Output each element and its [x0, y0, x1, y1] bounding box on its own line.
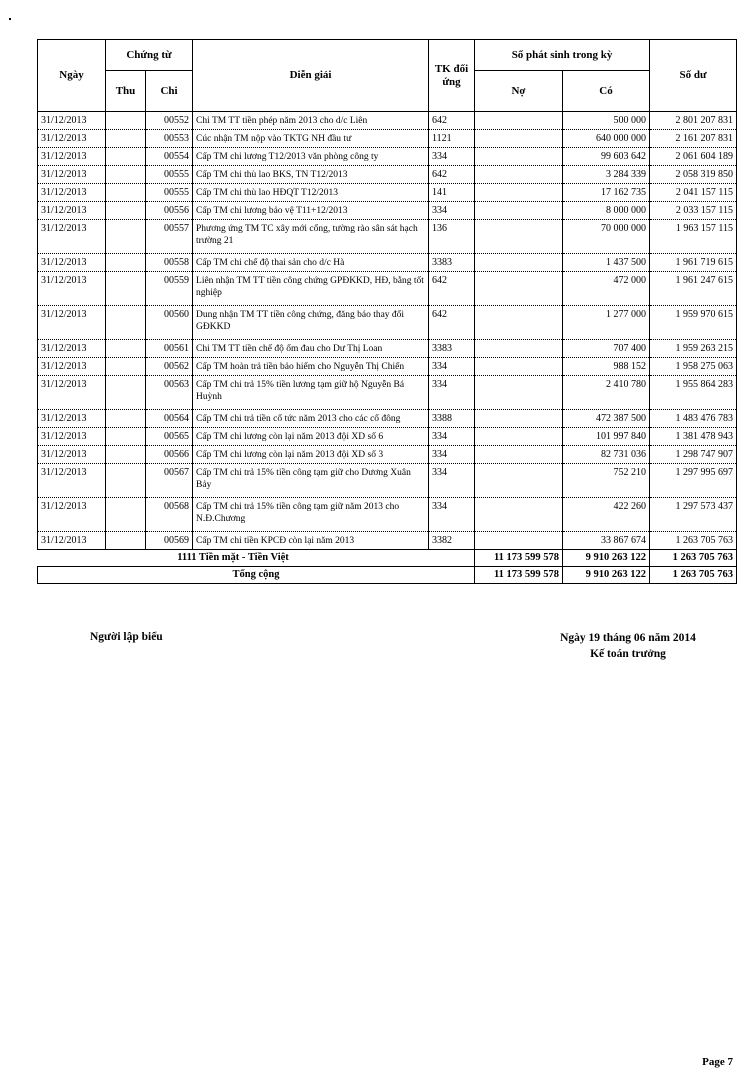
cell-receipt: [106, 130, 146, 148]
cell-payment: 00554: [146, 148, 193, 166]
cell-balance: 2 033 157 115: [650, 202, 737, 220]
subtotal-credit: 9 910 263 122: [563, 550, 650, 567]
cell-description: Cấp TM chi lương T12/2013 văn phòng công ty: [193, 148, 429, 166]
header-period-amounts: Số phát sinh trong kỳ: [475, 40, 650, 71]
total-label: Tổng cộng: [38, 567, 475, 584]
cell-debit: [475, 358, 563, 376]
cell-payment: 00556: [146, 202, 193, 220]
subtotal-row: [38, 550, 737, 567]
cell-description: Cấp TM chi thù lao BKS, TN T12/2013: [193, 166, 429, 184]
cell-receipt: [106, 376, 146, 410]
cell-debit: [475, 184, 563, 202]
cell-receipt: [106, 428, 146, 446]
cell-credit: 422 260: [563, 498, 650, 532]
cell-date: 31/12/2013: [38, 464, 106, 498]
cell-balance: 1 263 705 763: [650, 532, 737, 550]
cell-receipt: [106, 272, 146, 306]
cell-payment: 00562: [146, 358, 193, 376]
table-row: [38, 184, 737, 202]
cell-description: Cấp TM chi thù lao HĐQT T12/2013: [193, 184, 429, 202]
cell-receipt: [106, 148, 146, 166]
cell-account: 1121: [429, 130, 475, 148]
cell-payment: 00563: [146, 376, 193, 410]
cell-receipt: [106, 340, 146, 358]
cell-debit: [475, 376, 563, 410]
cell-balance: 2 161 207 831: [650, 130, 737, 148]
cell-receipt: [106, 166, 146, 184]
cell-date: 31/12/2013: [38, 340, 106, 358]
cell-credit: 752 210: [563, 464, 650, 498]
subtotal-balance: 1 263 705 763: [650, 550, 737, 567]
cell-debit: [475, 532, 563, 550]
cell-payment: 00555: [146, 184, 193, 202]
cell-credit: 707 400: [563, 340, 650, 358]
cell-receipt: [106, 498, 146, 532]
cell-description: Cấp TM chi lương bảo vệ T11+12/2013: [193, 202, 429, 220]
cell-balance: 1 963 157 115: [650, 220, 737, 254]
table-row: [38, 376, 737, 410]
cell-date: 31/12/2013: [38, 532, 106, 550]
table-row: [38, 254, 737, 272]
cell-balance: 2 061 604 189: [650, 148, 737, 166]
cell-payment: 00566: [146, 446, 193, 464]
cash-ledger-table: [37, 39, 737, 584]
cell-receipt: [106, 112, 146, 130]
cell-payment: 00565: [146, 428, 193, 446]
cell-balance: 2 041 157 115: [650, 184, 737, 202]
cell-receipt: [106, 254, 146, 272]
total-debit: 11 173 599 578: [475, 567, 563, 584]
table-row: [38, 446, 737, 464]
cell-description: Chi TM TT tiền phép năm 2013 cho d/c Liên: [193, 112, 429, 130]
cell-date: 31/12/2013: [38, 148, 106, 166]
cell-debit: [475, 410, 563, 428]
cell-debit: [475, 130, 563, 148]
cell-debit: [475, 272, 563, 306]
cell-balance: 1 959 970 615: [650, 306, 737, 340]
cell-credit: 2 410 780: [563, 376, 650, 410]
table-body: [38, 112, 737, 550]
cell-credit: 99 603 642: [563, 148, 650, 166]
cell-receipt: [106, 202, 146, 220]
cell-description: Cấp TM chi trả 15% tiền lương tạm giữ hộ Nguyễn Bá Huỳnh: [193, 376, 429, 410]
cell-account: 642: [429, 306, 475, 340]
cell-debit: [475, 148, 563, 166]
cell-credit: 82 731 036: [563, 446, 650, 464]
cell-payment: 00558: [146, 254, 193, 272]
total-credit: 9 910 263 122: [563, 567, 650, 584]
cell-date: 31/12/2013: [38, 220, 106, 254]
cell-credit: 3 284 339: [563, 166, 650, 184]
table-row: [38, 166, 737, 184]
table-row: [38, 202, 737, 220]
cell-credit: 17 162 735: [563, 184, 650, 202]
cell-balance: 1 955 864 283: [650, 376, 737, 410]
cell-account: 3383: [429, 254, 475, 272]
cell-debit: [475, 306, 563, 340]
cell-description: Cấp TM chi trả tiền cổ tức năm 2013 cho các cổ đông: [193, 410, 429, 428]
cell-date: 31/12/2013: [38, 184, 106, 202]
cell-description: Cúc nhận TM nộp vào TKTG NH đầu tư: [193, 130, 429, 148]
cell-account: 334: [429, 202, 475, 220]
cell-credit: 472 387 500: [563, 410, 650, 428]
cell-account: 334: [429, 428, 475, 446]
cell-date: 31/12/2013: [38, 428, 106, 446]
cell-debit: [475, 464, 563, 498]
cell-account: 642: [429, 112, 475, 130]
header-date: Ngày: [38, 40, 106, 112]
table-row: [38, 130, 737, 148]
table-row: [38, 428, 737, 446]
header-debit: Nợ: [475, 71, 563, 112]
cell-debit: [475, 112, 563, 130]
table-row: [38, 112, 737, 130]
cell-description: Cấp TM chi lương còn lại năm 2013 đội XD số 6: [193, 428, 429, 446]
cell-credit: 500 000: [563, 112, 650, 130]
cell-account: 334: [429, 464, 475, 498]
total-balance: 1 263 705 763: [650, 567, 737, 584]
cell-date: 31/12/2013: [38, 410, 106, 428]
cell-payment: 00567: [146, 464, 193, 498]
cell-date: 31/12/2013: [38, 272, 106, 306]
cell-receipt: [106, 220, 146, 254]
cell-account: 334: [429, 376, 475, 410]
report-date: Ngày 19 tháng 06 năm 2014: [560, 632, 696, 644]
header-payment: Chi: [146, 71, 193, 112]
cell-balance: 1 959 263 215: [650, 340, 737, 358]
cell-payment: 00561: [146, 340, 193, 358]
cell-credit: 101 997 840: [563, 428, 650, 446]
table-row: [38, 498, 737, 532]
cell-account: 3383: [429, 340, 475, 358]
cell-balance: 1 298 747 907: [650, 446, 737, 464]
cell-payment: 00557: [146, 220, 193, 254]
cell-date: 31/12/2013: [38, 130, 106, 148]
table-row: [38, 340, 737, 358]
cell-description: Chi TM TT tiền chế độ ốm đau cho Dư Thị Loan: [193, 340, 429, 358]
cell-credit: 70 000 000: [563, 220, 650, 254]
cell-debit: [475, 202, 563, 220]
cell-debit: [475, 220, 563, 254]
subtotal-label: 1111 Tiền mặt - Tiền Việt: [38, 550, 429, 567]
table-row: [38, 272, 737, 306]
cell-balance: 1 297 995 697: [650, 464, 737, 498]
cell-credit: 472 000: [563, 272, 650, 306]
table-row: [38, 532, 737, 550]
cell-balance: 2 801 207 831: [650, 112, 737, 130]
cell-description: Cấp TM hoàn trả tiền bảo hiểm cho Nguyễn Thị Chiến: [193, 358, 429, 376]
cell-balance: 1 961 719 615: [650, 254, 737, 272]
cell-date: 31/12/2013: [38, 498, 106, 532]
cell-receipt: [106, 410, 146, 428]
cell-balance: 2 058 319 850: [650, 166, 737, 184]
cell-description: Cấp TM chi chế độ thai sản cho d/c Hà: [193, 254, 429, 272]
cell-description: Cấp TM chi trả 15% tiền công tạm giữ cho Dương Xuân Bảy: [193, 464, 429, 498]
total-row: [38, 567, 737, 584]
table-header: [38, 40, 737, 112]
cell-date: 31/12/2013: [38, 306, 106, 340]
cell-account: 642: [429, 272, 475, 306]
table-row: [38, 148, 737, 166]
cell-debit: [475, 254, 563, 272]
cell-account: 3388: [429, 410, 475, 428]
cell-date: 31/12/2013: [38, 202, 106, 220]
table-row: [38, 410, 737, 428]
cell-date: 31/12/2013: [38, 358, 106, 376]
header-description: Diễn giải: [193, 40, 429, 112]
cell-date: 31/12/2013: [38, 112, 106, 130]
cell-account: 334: [429, 358, 475, 376]
cell-receipt: [106, 464, 146, 498]
header-account: TK đối ứng: [429, 40, 475, 112]
table-row: [38, 220, 737, 254]
cell-receipt: [106, 358, 146, 376]
header-receipt: Thu: [106, 71, 146, 112]
cell-receipt: [106, 446, 146, 464]
cell-payment: 00553: [146, 130, 193, 148]
cell-account: 334: [429, 498, 475, 532]
signature-block: [528, 630, 728, 662]
cell-payment: 00560: [146, 306, 193, 340]
cell-account: 136: [429, 220, 475, 254]
scan-speck: [9, 18, 11, 20]
table-row: [38, 306, 737, 340]
cell-account: 334: [429, 446, 475, 464]
cell-payment: 00568: [146, 498, 193, 532]
table-row: [38, 464, 737, 498]
header-voucher: Chứng từ: [106, 40, 193, 71]
cell-debit: [475, 340, 563, 358]
cell-credit: 1 437 500: [563, 254, 650, 272]
cell-account: 141: [429, 184, 475, 202]
cell-credit: 33 867 674: [563, 532, 650, 550]
cell-credit: 1 277 000: [563, 306, 650, 340]
cell-balance: 1 381 478 943: [650, 428, 737, 446]
cell-date: 31/12/2013: [38, 166, 106, 184]
cell-balance: 1 297 573 437: [650, 498, 737, 532]
cell-receipt: [106, 306, 146, 340]
cell-payment: 00564: [146, 410, 193, 428]
cell-credit: 640 000 000: [563, 130, 650, 148]
cell-payment: 00569: [146, 532, 193, 550]
cell-debit: [475, 428, 563, 446]
preparer-signature-label: Người lập biểu: [90, 631, 163, 643]
cell-balance: 1 483 476 783: [650, 410, 737, 428]
cell-receipt: [106, 184, 146, 202]
cell-description: Cấp TM chi lương còn lại năm 2013 đội XD số 3: [193, 446, 429, 464]
cell-description: Cấp TM chi tiền KPCĐ còn lại năm 2013: [193, 532, 429, 550]
cell-debit: [475, 498, 563, 532]
cell-date: 31/12/2013: [38, 446, 106, 464]
cell-description: Cấp TM chi trả 15% tiền công tạm giữ năm 2013 cho N.Đ.Chương: [193, 498, 429, 532]
cell-account: 3382: [429, 532, 475, 550]
subtotal-debit: 11 173 599 578: [475, 550, 563, 567]
cell-date: 31/12/2013: [38, 254, 106, 272]
cell-date: 31/12/2013: [38, 376, 106, 410]
cell-account: 642: [429, 166, 475, 184]
cell-description: Dung nhận TM TT tiền công chứng, đăng báo thay đổi GĐKKD: [193, 306, 429, 340]
cell-debit: [475, 446, 563, 464]
cell-description: Phương ứng TM TC xây mới cổng, tường rào sân sát hạch trường 21: [193, 220, 429, 254]
cell-account: 334: [429, 148, 475, 166]
header-balance: Số dư: [650, 40, 737, 112]
chief-accountant-label: Kế toán trưởng: [590, 648, 666, 660]
header-credit: Có: [563, 71, 650, 112]
cell-description: Liên nhận TM TT tiền công chứng GPĐKKD, HĐ, bằng tốt nghiệp: [193, 272, 429, 306]
cell-debit: [475, 166, 563, 184]
cell-payment: 00559: [146, 272, 193, 306]
cell-credit: 8 000 000: [563, 202, 650, 220]
cell-balance: 1 958 275 063: [650, 358, 737, 376]
cell-payment: 00555: [146, 166, 193, 184]
cell-payment: 00552: [146, 112, 193, 130]
cell-receipt: [106, 532, 146, 550]
cell-balance: 1 961 247 615: [650, 272, 737, 306]
cell-credit: 988 152: [563, 358, 650, 376]
page-number: Page 7: [702, 1056, 733, 1068]
table-row: [38, 358, 737, 376]
